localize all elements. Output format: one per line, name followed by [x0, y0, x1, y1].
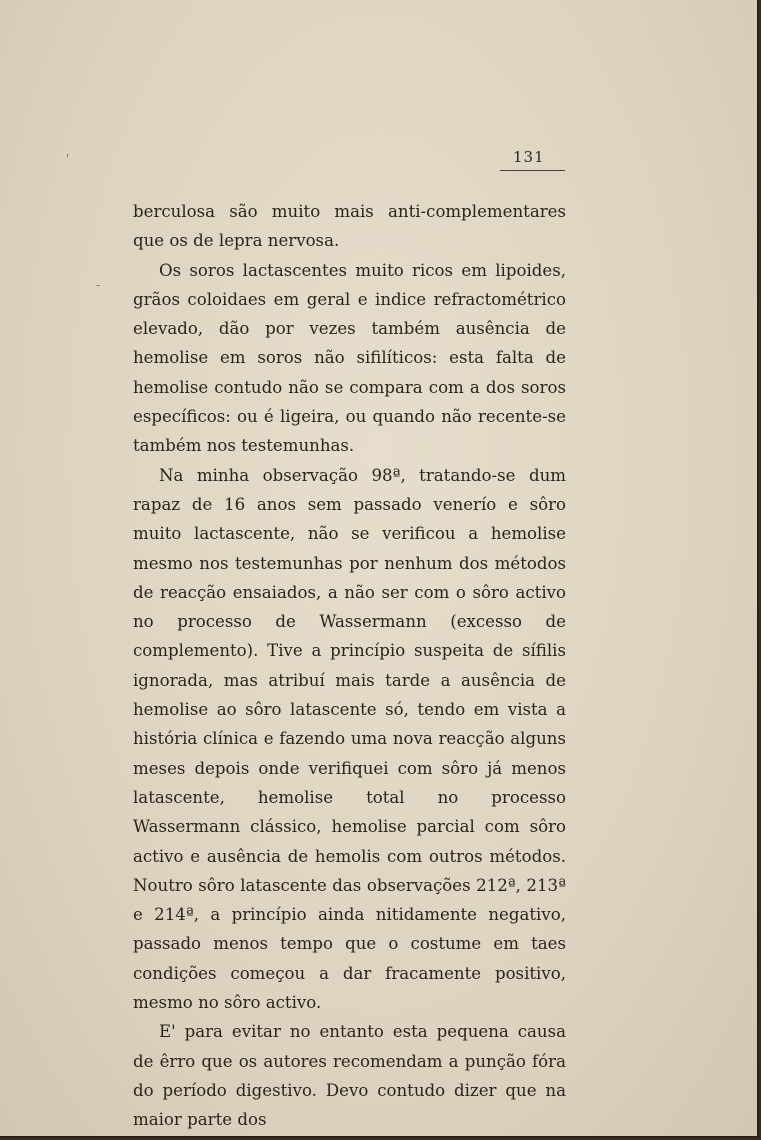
margin-dash-mark: - [96, 278, 101, 292]
paragraph-puncture-period: E' para evitar no entanto esta pequena causa de êrro que os autores recomendam a punção fóra do período digestivo. Devo contudo dizer que na maior parte dos [133, 1022, 566, 1130]
page-number-rule [500, 170, 565, 171]
margin-tick-mark: ' [66, 152, 70, 166]
paragraph-observation-98: Na minha observação 98ª, tratando-se dum rapaz de 16 anos sem passado venerío e sôro muito lactascente, não se verificou a hemolise mesmo nos testemunhas por nenhum dos métodos de reacção ensaiados, a não ser com o sôro activo no processo de Wassermann (excesso de complemento). Tive a princípio suspeita de sífilis ignorada, mas atribuí mais tarde a ausência de hemolise ao sôro latascente só, tendo em vista a história clínica e fazendo uma nova reacção alguns meses depois onde verifiquei com sôro já menos latascente, hemolise total no processo Wassermann clássico, hemolise parcial com sôro activo e ausência de hemolis com outros métodos. Noutro sôro latascente das observações 212ª, 213ª e 214ª, a princípio ainda nitidamente negativo, passado menos tempo que o costume em taes condições começou a dar fracamente positivo, mesmo no sôro activo. [133, 465, 566, 1013]
body-text [133, 197, 566, 1135]
paragraph-continuation: berculosa são muito mais anti-complementares que os de lepra nervosa. [133, 202, 566, 251]
paragraph-lactascent-sera: Os soros lactascentes muito ricos em lipoides, grãos coloidaes em geral e indice refractométrico elevado, dão por vezes também ausência de hemolise em soros não sifilíticos: esta falta de hemolise contudo não se compara com a dos soros específicos: ou é ligeira, ou quando não recente-se também nos testemunhas. [133, 260, 566, 456]
page-number: 131 [513, 148, 545, 166]
